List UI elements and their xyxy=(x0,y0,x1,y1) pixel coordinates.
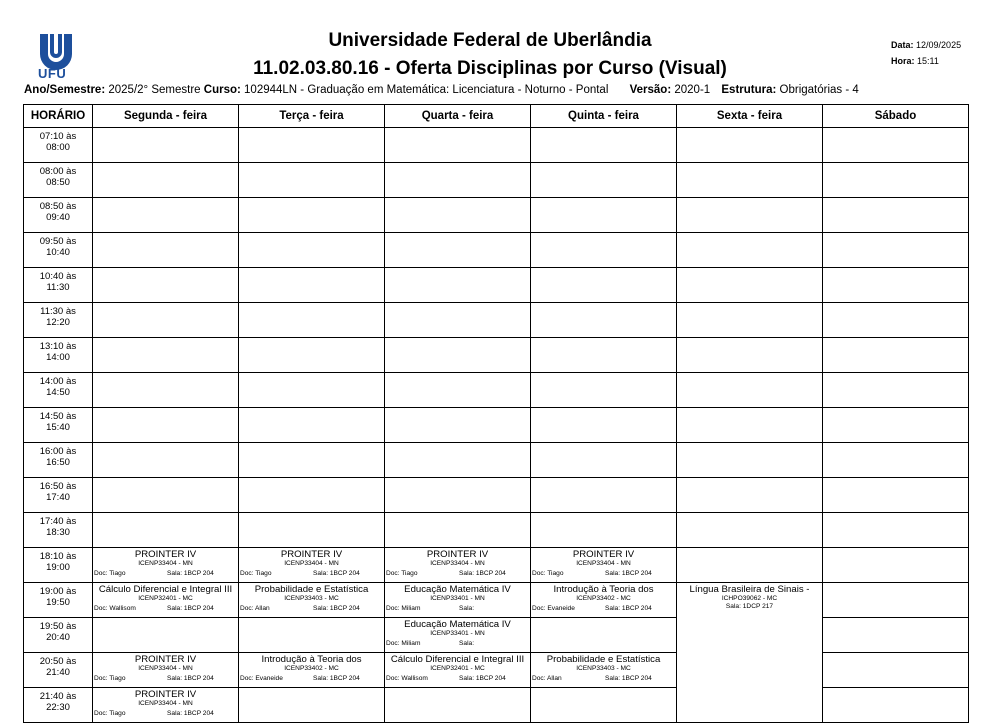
table-row xyxy=(24,373,969,408)
schedule-cell xyxy=(239,408,385,443)
class-entry xyxy=(385,548,530,579)
date-value: 12/09/2025 xyxy=(916,40,962,50)
schedule-cell xyxy=(239,163,385,198)
table-row xyxy=(24,478,969,513)
time-start: 18:10 às xyxy=(39,551,77,562)
time-end: 19:50 xyxy=(46,597,70,608)
schedule-cell xyxy=(385,268,531,303)
schedule-cell xyxy=(93,303,239,338)
class-code: ICENP33402 - MC xyxy=(576,595,631,602)
schedule-cell xyxy=(93,198,239,233)
schedule-cell xyxy=(385,443,531,478)
time-start: 10:40 às xyxy=(39,271,77,282)
time-end: 21:40 xyxy=(46,667,70,678)
schedule-cell xyxy=(677,163,823,198)
class-teacher: Doc: Evaneide xyxy=(532,605,575,612)
table-row xyxy=(24,513,969,548)
class-code: ICENP33403 - MC xyxy=(284,595,339,602)
schedule-cell xyxy=(93,338,239,373)
time-cell xyxy=(24,233,93,268)
table-row xyxy=(24,688,969,723)
time-cell xyxy=(24,373,93,408)
time-cell xyxy=(24,338,93,373)
class-entry xyxy=(531,548,676,579)
class-room: Sala: 1BCP 204 xyxy=(459,675,506,682)
schedule-cell xyxy=(677,443,823,478)
header-saturday: Sábado xyxy=(823,105,969,128)
time-cell xyxy=(24,688,93,723)
time-end: 10:40 xyxy=(46,247,70,258)
class-entry xyxy=(239,583,384,614)
schedule-cell xyxy=(239,198,385,233)
class-code: ICENP33404 - MN xyxy=(284,560,339,567)
schedule-cell xyxy=(677,513,823,548)
time-start: 08:50 às xyxy=(39,201,77,212)
schedule-cell xyxy=(677,373,823,408)
course-label: Curso: xyxy=(203,84,241,96)
class-entry xyxy=(385,618,530,649)
time-end: 08:50 xyxy=(46,177,70,188)
time-start: 16:00 às xyxy=(39,446,77,457)
schedule-cell xyxy=(531,408,677,443)
class-code: ICENP32401 - MC xyxy=(430,665,485,672)
page-title: Universidade Federal de Uberlândia xyxy=(328,30,652,51)
class-name: PROINTER IV xyxy=(134,689,197,700)
class-code: ICENP33401 - MN xyxy=(430,595,485,602)
page-subtitle: 11.02.03.80.16 - Oferta Disciplinas por Curso (Visual) xyxy=(253,58,727,79)
schedule-cell xyxy=(93,618,239,653)
class-entry xyxy=(93,688,238,719)
class-teacher: Doc: Allan xyxy=(532,675,562,682)
class-entry xyxy=(677,583,822,614)
schedule-cell xyxy=(239,233,385,268)
time-cell xyxy=(24,128,93,163)
schedule-cell xyxy=(677,478,823,513)
header-monday: Segunda - feira xyxy=(93,105,239,128)
schedule-cell xyxy=(239,548,385,583)
schedule-cell xyxy=(239,513,385,548)
class-teacher: Doc: Allan xyxy=(240,605,270,612)
table-row xyxy=(24,583,969,618)
schedule-cell xyxy=(823,583,969,618)
date-label: Data: xyxy=(891,40,914,50)
schedule-cell xyxy=(823,513,969,548)
schedule-cell xyxy=(93,478,239,513)
time-end: 22:30 xyxy=(46,702,70,713)
class-teacher: Doc: Tiago xyxy=(94,675,126,682)
time-start: 07:10 às xyxy=(39,131,77,142)
class-teacher: Doc: Tiago xyxy=(386,570,418,577)
class-room: Sala: 1BCP 204 xyxy=(605,570,652,577)
table-row xyxy=(24,128,969,163)
schedule-cell xyxy=(239,373,385,408)
schedule-cell xyxy=(93,653,239,688)
class-name: PROINTER IV xyxy=(134,549,197,560)
schedule-cell xyxy=(93,513,239,548)
time-meta xyxy=(891,56,939,66)
class-name: Língua Brasileira de Sinais - xyxy=(689,584,810,595)
time-cell xyxy=(24,163,93,198)
table-row xyxy=(24,408,969,443)
schedule-cell xyxy=(823,268,969,303)
schedule-cell xyxy=(823,303,969,338)
table-row xyxy=(24,268,969,303)
class-entry xyxy=(93,583,238,614)
table-row xyxy=(24,163,969,198)
time-start: 17:40 às xyxy=(39,516,77,527)
class-room: Sala: 1BCP 204 xyxy=(605,675,652,682)
table-row xyxy=(24,303,969,338)
schedule-cell xyxy=(823,653,969,688)
schedule-cell xyxy=(823,408,969,443)
header-row xyxy=(24,105,969,128)
table-row xyxy=(24,198,969,233)
time-start: 19:50 às xyxy=(39,621,77,632)
schedule-cell xyxy=(93,268,239,303)
time-start: 21:40 às xyxy=(39,691,77,702)
schedule-cell xyxy=(677,583,823,723)
class-entry xyxy=(385,583,530,614)
class-entry xyxy=(239,653,384,684)
schedule-cell xyxy=(531,653,677,688)
time-end: 09:40 xyxy=(46,212,70,223)
class-entry xyxy=(531,653,676,684)
structure-label: Estrutura: xyxy=(721,84,777,96)
table-row xyxy=(24,443,969,478)
schedule-cell xyxy=(93,233,239,268)
time-cell xyxy=(24,408,93,443)
class-name: PROINTER IV xyxy=(572,549,635,560)
schedule-cell xyxy=(531,548,677,583)
time-label: Hora: xyxy=(891,56,915,66)
class-teacher: Doc: Tiago xyxy=(94,710,126,717)
class-room: Sala: 1BCP 204 xyxy=(167,605,214,612)
class-room: Sala: 1BCP 204 xyxy=(167,710,214,717)
time-start: 09:50 às xyxy=(39,236,77,247)
schedule-cell xyxy=(93,163,239,198)
header-tuesday: Terça - feira xyxy=(239,105,385,128)
time-end: 17:40 xyxy=(46,492,70,503)
class-code: ICENP33404 - MN xyxy=(576,560,631,567)
schedule-cell xyxy=(531,513,677,548)
schedule-cell xyxy=(239,583,385,618)
schedule-cell xyxy=(531,583,677,618)
time-cell xyxy=(24,583,93,618)
class-name: Probabilidade e Estatística xyxy=(254,584,369,595)
version-value: 2020-1 xyxy=(674,84,711,96)
time-cell xyxy=(24,303,93,338)
table-row xyxy=(24,338,969,373)
class-name: PROINTER IV xyxy=(280,549,343,560)
class-teacher: Doc: Evaneide xyxy=(240,675,283,682)
schedule-cell xyxy=(677,268,823,303)
time-start: 20:50 às xyxy=(39,656,77,667)
time-end: 15:40 xyxy=(46,422,70,433)
time-start: 16:50 às xyxy=(39,481,77,492)
class-entry xyxy=(93,548,238,579)
time-value: 15:11 xyxy=(917,56,939,66)
class-name: Introdução à Teoria dos xyxy=(261,654,362,665)
schedule-cell xyxy=(239,338,385,373)
schedule-cell xyxy=(239,303,385,338)
class-entry xyxy=(531,583,676,614)
time-cell xyxy=(24,443,93,478)
time-start: 13:10 às xyxy=(39,341,77,352)
class-code: ICENP33404 - MN xyxy=(138,665,193,672)
table-row xyxy=(24,233,969,268)
year-value: 2025/2° Semestre xyxy=(108,84,201,96)
schedule-cell xyxy=(385,478,531,513)
schedule-cell xyxy=(677,338,823,373)
schedule-cell xyxy=(531,373,677,408)
class-name: Probabilidade e Estatística xyxy=(546,654,661,665)
class-code: ICHPO39062 - MC xyxy=(721,595,778,602)
course-value: 102944LN - Graduação em Matemática: Licenciatura - Noturno - Pontal xyxy=(244,84,609,96)
schedule-cell xyxy=(823,478,969,513)
schedule-cell xyxy=(385,688,531,723)
schedule-cell xyxy=(93,583,239,618)
class-room: Sala: 1BCP 204 xyxy=(167,675,214,682)
schedule-cell xyxy=(531,618,677,653)
class-room: Sala: 1BCP 204 xyxy=(313,605,360,612)
schedule-cell xyxy=(93,443,239,478)
schedule-cell xyxy=(385,373,531,408)
class-name: Cálculo Diferencial e Integral III xyxy=(98,584,233,595)
class-code: ICENP33402 - MC xyxy=(284,665,339,672)
schedule-cell xyxy=(93,373,239,408)
schedule-cell xyxy=(823,338,969,373)
header-friday: Sexta - feira xyxy=(677,105,823,128)
header-wednesday: Quarta - feira xyxy=(385,105,531,128)
time-cell xyxy=(24,653,93,688)
info-line xyxy=(24,84,859,96)
class-code: ICENP33401 - MN xyxy=(430,630,485,637)
class-teacher: Doc: Wallisom xyxy=(94,605,136,612)
schedule-table xyxy=(23,104,969,723)
class-room: Sala: 1BCP 204 xyxy=(605,605,652,612)
time-start: 08:00 às xyxy=(39,166,77,177)
header-thursday: Quinta - feira xyxy=(531,105,677,128)
class-room: Sala: 1BCP 204 xyxy=(167,570,214,577)
schedule-cell xyxy=(93,128,239,163)
time-cell xyxy=(24,478,93,513)
time-end: 08:00 xyxy=(46,142,70,153)
header-horario: HORÁRIO xyxy=(24,105,93,128)
time-cell xyxy=(24,618,93,653)
class-teacher: Doc: Tiago xyxy=(240,570,272,577)
schedule-cell xyxy=(531,128,677,163)
class-entry xyxy=(385,653,530,684)
time-end: 16:50 xyxy=(46,457,70,468)
schedule-cell xyxy=(239,688,385,723)
schedule-cell xyxy=(385,653,531,688)
class-teacher: Doc: Miliam xyxy=(386,640,421,647)
time-end: 11:30 xyxy=(46,282,70,293)
schedule-cell xyxy=(93,688,239,723)
time-cell xyxy=(24,548,93,583)
time-start: 11:30 às xyxy=(40,306,76,317)
schedule-cell xyxy=(385,338,531,373)
time-end: 20:40 xyxy=(46,632,70,643)
schedule-cell xyxy=(823,373,969,408)
logo-text: UFU xyxy=(38,66,67,81)
schedule-cell xyxy=(531,688,677,723)
schedule-cell xyxy=(385,198,531,233)
time-end: 19:00 xyxy=(46,562,70,573)
schedule-cell xyxy=(823,163,969,198)
class-code: ICENP33404 - MN xyxy=(138,560,193,567)
schedule-cell xyxy=(677,198,823,233)
schedule-cell xyxy=(823,443,969,478)
schedule-cell xyxy=(677,303,823,338)
schedule-cell xyxy=(823,548,969,583)
class-name: Educação Matemática IV xyxy=(404,619,511,630)
class-entry xyxy=(93,653,238,684)
schedule-cell xyxy=(823,128,969,163)
schedule-cell xyxy=(531,478,677,513)
class-name: Introdução à Teoria dos xyxy=(553,584,654,595)
schedule-cell xyxy=(385,163,531,198)
date-meta xyxy=(891,40,961,50)
schedule-cell xyxy=(93,548,239,583)
class-room: Sala: xyxy=(459,640,475,647)
schedule-cell xyxy=(239,268,385,303)
schedule-cell xyxy=(677,408,823,443)
schedule-cell xyxy=(823,233,969,268)
time-cell xyxy=(24,268,93,303)
schedule-cell xyxy=(385,128,531,163)
schedule-cell xyxy=(385,513,531,548)
schedule-cell xyxy=(677,128,823,163)
year-label: Ano/Semestre: xyxy=(24,84,106,96)
schedule-cell xyxy=(823,688,969,723)
schedule-cell xyxy=(239,618,385,653)
schedule-cell xyxy=(385,408,531,443)
schedule-cell xyxy=(239,443,385,478)
schedule-cell xyxy=(531,303,677,338)
time-start: 14:00 às xyxy=(39,376,77,387)
schedule-cell xyxy=(385,618,531,653)
class-entry xyxy=(239,548,384,579)
class-code: ICENP33404 - MN xyxy=(138,700,193,707)
schedule-cell xyxy=(239,478,385,513)
schedule-cell xyxy=(385,233,531,268)
class-code: ICENP33404 - MN xyxy=(430,560,485,567)
schedule-cell xyxy=(239,128,385,163)
schedule-cell xyxy=(823,198,969,233)
class-name: Cálculo Diferencial e Integral III xyxy=(390,654,525,665)
schedule-cell xyxy=(239,653,385,688)
table-row xyxy=(24,653,969,688)
class-name: Educação Matemática IV xyxy=(404,584,511,595)
class-room: Sala: 1BCP 204 xyxy=(313,675,360,682)
class-name: PROINTER IV xyxy=(134,654,197,665)
class-teacher: Doc: Wallisom xyxy=(386,675,428,682)
class-room: Sala: xyxy=(459,605,475,612)
time-cell xyxy=(24,513,93,548)
time-end: 12:20 xyxy=(46,317,70,328)
version-label: Versão: xyxy=(629,84,672,96)
class-room: Sala: 1DCP 217 xyxy=(725,603,774,610)
class-teacher: Doc: Tiago xyxy=(532,570,564,577)
schedule-cell xyxy=(385,303,531,338)
time-end: 14:50 xyxy=(46,387,70,398)
table-row xyxy=(24,548,969,583)
schedule-cell xyxy=(531,268,677,303)
class-name: PROINTER IV xyxy=(426,549,489,560)
schedule-cell xyxy=(823,618,969,653)
schedule-cell xyxy=(531,163,677,198)
time-cell xyxy=(24,198,93,233)
schedule-cell xyxy=(385,583,531,618)
schedule-cell xyxy=(93,408,239,443)
structure-value: Obrigatórias - 4 xyxy=(779,84,859,96)
class-room: Sala: 1BCP 204 xyxy=(459,570,506,577)
time-end: 14:00 xyxy=(46,352,70,363)
class-teacher: Doc: Tiago xyxy=(94,570,126,577)
class-room: Sala: 1BCP 204 xyxy=(313,570,360,577)
schedule-cell xyxy=(677,233,823,268)
schedule-cell xyxy=(531,443,677,478)
schedule-cell xyxy=(531,338,677,373)
table-row xyxy=(24,618,969,653)
time-start: 19:00 às xyxy=(39,586,77,597)
time-end: 18:30 xyxy=(46,527,70,538)
class-code: ICENP32401 - MC xyxy=(138,595,193,602)
class-code: ICENP33403 - MC xyxy=(576,665,631,672)
time-start: 14:50 às xyxy=(39,411,77,422)
schedule-cell xyxy=(531,233,677,268)
schedule-cell xyxy=(385,548,531,583)
schedule-cell xyxy=(531,198,677,233)
class-teacher: Doc: Miliam xyxy=(386,605,421,612)
schedule-cell xyxy=(677,548,823,583)
